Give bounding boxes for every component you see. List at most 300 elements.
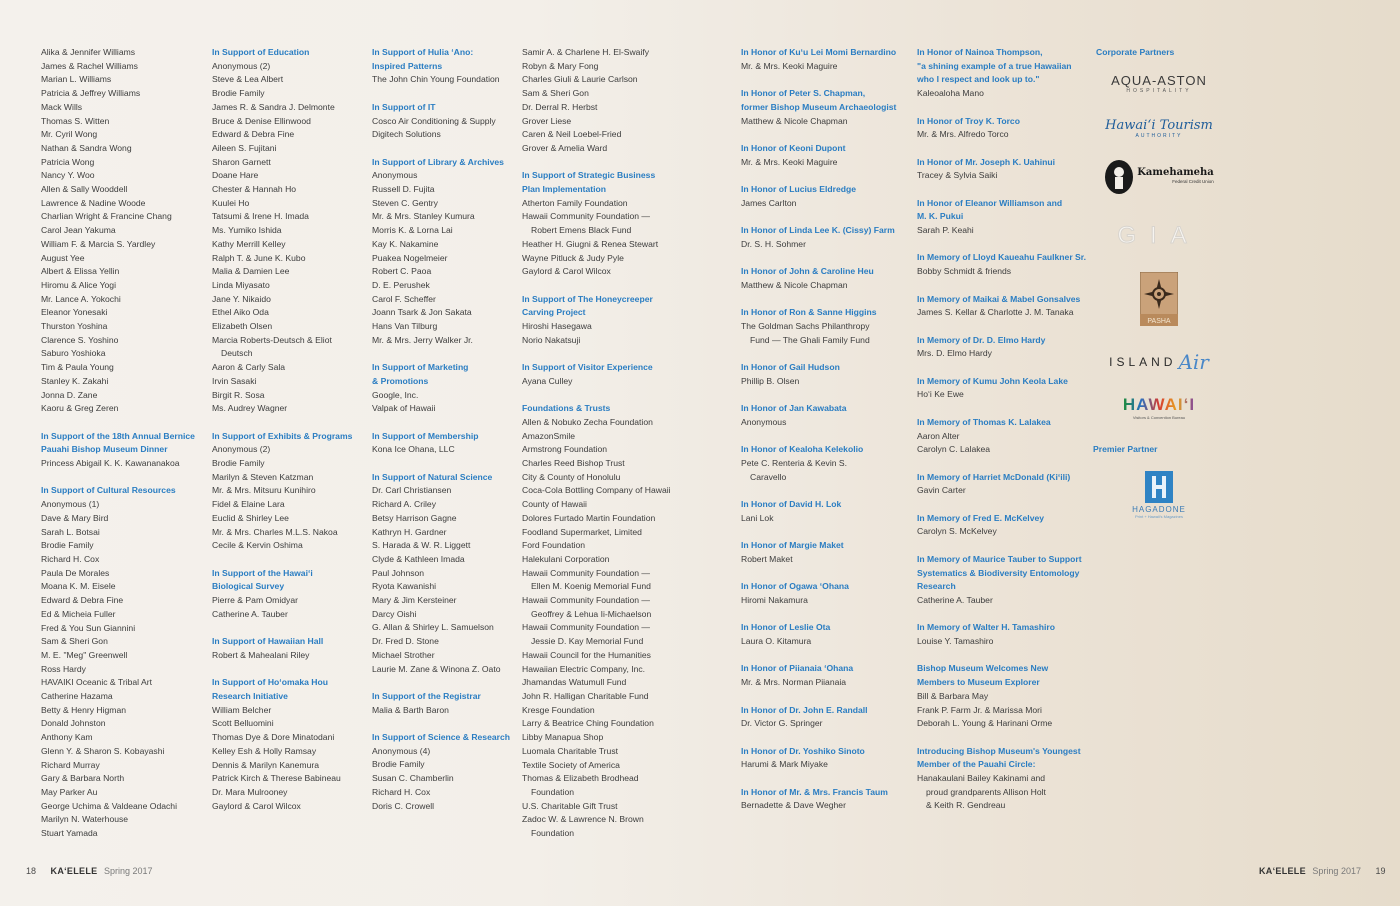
donor-name: Kresge Foundation — [522, 704, 595, 715]
donor-name: Thomas Dye & Dore Minatodani — [212, 732, 335, 743]
spacer — [212, 416, 367, 430]
donor-name: Marian L. Williams — [41, 74, 112, 85]
section-heading: In Support of The Honeycreeper — [522, 293, 653, 304]
donor-name: Linda Miyasato — [212, 279, 270, 290]
issue-label: Spring 2017 — [1312, 866, 1361, 876]
section-heading: In Honor of Peter S. Chapman, — [741, 88, 866, 99]
section-heading: Systematics & Biodiversity Entomology — [917, 567, 1080, 578]
section-heading: In Support of Library & Archives — [372, 156, 504, 167]
donor-name: Charles Reed Bishop Trust — [522, 458, 625, 469]
section-heading: former Bishop Museum Archaeologist — [741, 101, 897, 112]
donor-name: HAVAIKI Oceanic & Tribal Art — [41, 677, 152, 688]
donor-name: Hawaii Community Foundation — — [522, 595, 651, 606]
donor-name: Mr. & Mrs. Stanley Kumura — [372, 211, 475, 222]
section-heading: In Memory of Harriet McDonald (Ki‘ili) — [917, 471, 1071, 482]
donor-name: Gaylord & Carol Wilcox — [212, 800, 301, 811]
section-heading: In Memory of Thomas K. Lalakea — [917, 416, 1051, 427]
donor-name: Brodie Family — [372, 759, 425, 770]
donor-name: Albert & Elissa Yellin — [41, 266, 120, 277]
donor-name: Hans Van Tilburg — [372, 321, 438, 332]
section-heading: In Honor of Kealoha Kelekolio — [741, 444, 864, 455]
section-heading: Research Initiative — [212, 690, 288, 701]
donor-name: Alika & Jennifer Williams — [41, 47, 136, 57]
spacer — [741, 690, 913, 704]
donor-name: Pierre & Pam Omidyar — [212, 595, 298, 606]
section-heading: Inspired Patterns — [372, 60, 443, 71]
section-heading: In Honor of Margie Maket — [741, 540, 844, 551]
hawaii-vcb-logo: HAWAI‘I Visitors & Convention Bureau — [1122, 394, 1196, 420]
donor-name: Robyn & Mary Fong — [522, 60, 599, 71]
section-heading: In Support of the Registrar — [372, 690, 481, 701]
spacer — [372, 676, 517, 690]
donor-name: Hanakaulani Bailey Kakinami and — [917, 773, 1046, 784]
spacer — [741, 525, 913, 539]
donor-name: Tracey & Sylvia Saiki — [917, 170, 998, 181]
page-number: 19 — [1375, 866, 1386, 876]
section-heading: In Support of Visitor Experience — [522, 362, 653, 373]
donor-name: Deutsch — [221, 348, 253, 359]
donor-name: Tatsumi & Irene H. Imada — [212, 211, 309, 222]
spacer — [741, 608, 913, 622]
spacer — [741, 73, 913, 87]
section-heading: Foundations & Trusts — [522, 403, 611, 414]
spacer — [522, 389, 737, 403]
section-heading: In Honor of Nainoa Thompson, — [917, 47, 1043, 57]
donor-name: Doane Hare — [212, 170, 259, 181]
donor-name: Jonna D. Zane — [41, 389, 98, 400]
donor-name: Lani Lok — [741, 512, 774, 523]
donor-name: Paula De Morales — [41, 567, 110, 578]
magazine-title: KA‘ELELE — [50, 866, 98, 876]
donor-name: AmazonSmile — [522, 430, 576, 441]
donor-name: Geoffrey & Lehua Ii-Michaelson — [531, 608, 652, 619]
section-heading: In Honor of Piianaia ‘Ohana — [741, 663, 854, 674]
donor-name: Hiromu & Alice Yogi — [41, 279, 116, 290]
donor-name: Kelley Esh & Holly Ramsay — [212, 745, 317, 756]
donor-name: Mrs. D. Elmo Hardy — [917, 348, 992, 359]
donor-name: Carolyn C. Lalakea — [917, 444, 991, 455]
hawaii-tourism-logo: Hawai‘i Tourism AUTHORITY — [1105, 117, 1213, 139]
donor-name: Hiroshi Hasegawa — [522, 321, 592, 332]
donor-name: Lawrence & Nadine Woode — [41, 197, 146, 208]
section-heading: In Memory of Fred E. McKelvey — [917, 512, 1045, 523]
donor-name: Jhamandas Watumull Fund — [522, 677, 627, 688]
donor-name: Ed & Micheia Fuller — [41, 608, 116, 619]
section-heading: In Honor of Linda Lee K. (Cissy) Farm — [741, 225, 895, 236]
donor-name: Carol F. Scheffer — [372, 293, 436, 304]
aqua-aston-logo: AQUA-ASTON HOSPITALITY — [1111, 72, 1207, 94]
section-heading: In Support of Hawaiian Hall — [212, 636, 324, 647]
donor-name: Anonymous (2) — [212, 444, 271, 455]
donor-name: Foundation — [531, 786, 575, 797]
donor-name: Robert C. Paoa — [372, 266, 432, 277]
page-number: 18 — [26, 866, 37, 876]
section-heading: M. K. Pukui — [917, 211, 964, 222]
section-heading: In Support of Education — [212, 47, 310, 57]
spacer — [741, 293, 913, 307]
spacer — [741, 731, 913, 745]
donor-name: Thomas S. Witten — [41, 115, 110, 126]
donor-name: William F. & Marcia S. Yardley — [41, 238, 156, 249]
donor-name: Catherine Hazama — [41, 691, 113, 702]
pasha-compass-icon — [1140, 272, 1178, 326]
donor-name: Russell D. Fujita — [372, 184, 435, 194]
donor-name: Scott Belluomini — [212, 718, 274, 729]
spacer — [741, 347, 913, 361]
donor-column-4 — [522, 46, 737, 841]
donor-name: Ryota Kawanishi — [372, 581, 437, 592]
donor-name: Carol Jean Yakuma — [41, 225, 116, 236]
donor-name: Bernadette & Dave Wegher — [741, 800, 846, 811]
spacer — [741, 388, 913, 402]
section-heading: In Support of Marketing — [372, 362, 469, 373]
donor-name: Brodie Family — [212, 88, 265, 99]
donor-name: Darcy Oishi — [372, 608, 417, 619]
spacer — [741, 430, 913, 444]
donor-name: Ford Foundation — [522, 540, 586, 551]
section-heading: In Honor of Mr. Joseph K. Uahinui — [917, 156, 1055, 167]
donor-name: Dr. Carl Christiansen — [372, 485, 452, 496]
donor-name: Larry & Beatrice Ching Foundation — [522, 718, 654, 729]
donor-name: May Parker Au — [41, 786, 98, 797]
section-heading: In Support of Strategic Business — [522, 170, 656, 181]
donor-name: Valpak of Hawaii — [372, 403, 436, 414]
donor-name: Marcia Roberts-Deutsch & Eliot — [212, 334, 332, 345]
spacer — [741, 251, 913, 265]
donor-name: Dr. Mara Mulrooney — [212, 786, 288, 797]
issue-label: Spring 2017 — [103, 866, 153, 876]
spacer — [917, 101, 1092, 115]
donor-name: Mr. & Mrs. Alfredo Torco — [917, 129, 1009, 140]
donor-name: Sam & Sheri Gon — [41, 636, 108, 647]
donor-name: Gary & Barbara North — [41, 773, 125, 784]
donor-name: S. Harada & W. R. Liggett — [372, 540, 471, 551]
donor-name: Malia & Damien Lee — [212, 266, 290, 277]
donor-name: Betsy Harrison Gagne — [372, 512, 457, 523]
donor-name: Steven C. Gentry — [372, 197, 438, 208]
donor-name: Anonymous — [372, 170, 418, 181]
donor-name: Brodie Family — [212, 458, 265, 469]
spacer — [917, 457, 1092, 471]
spacer — [917, 649, 1092, 663]
donor-name: Coca-Cola Bottling Company of Hawaii — [522, 485, 671, 496]
donor-name: Patricia Wong — [41, 156, 95, 167]
donor-name: Hawaiian Electric Company, Inc. — [522, 663, 646, 674]
spacer — [917, 320, 1092, 334]
donor-name: William Belcher — [212, 704, 272, 715]
donor-name: Armstrong Foundation — [522, 444, 608, 455]
section-heading: In Honor of David H. Lok — [741, 499, 842, 510]
donor-name: & Keith R. Gendreau — [926, 800, 1006, 811]
donor-name: Dolores Furtado Martin Foundation — [522, 512, 656, 523]
donor-name: John R. Halligan Charitable Fund — [522, 690, 649, 701]
spacer — [917, 142, 1092, 156]
donor-column-3 — [372, 46, 517, 813]
donor-name: Sarah L. Botsai — [41, 526, 100, 537]
section-heading: In Honor of Gail Hudson — [741, 362, 840, 373]
donor-name: Aaron Alter — [917, 430, 960, 441]
spacer — [917, 731, 1092, 745]
donor-name: Ralph T. & June K. Kubo — [212, 252, 306, 263]
donor-name: County of Hawaii — [522, 499, 587, 510]
section-heading: In Support of the Hawai‘i — [212, 567, 313, 578]
donor-name: Heather H. Giugni & Renea Stewart — [522, 238, 659, 249]
donor-name: Kathryn H. Gardner — [372, 526, 447, 537]
donor-name: August Yee — [41, 252, 85, 263]
donor-name: Saburo Yoshioka — [41, 348, 106, 359]
donor-name: Allen & Nobuko Zecha Foundation — [522, 416, 653, 427]
donor-name: Mr. & Mrs. Keoki Maguire — [741, 60, 838, 71]
island-air-logo: ISLAND Air — [1109, 350, 1209, 374]
donor-name: Princess Abigail K. K. Kawananakoa — [41, 458, 180, 469]
spacer — [741, 567, 913, 581]
donor-name: Kona Ice Ohana, LLC — [372, 444, 455, 455]
donor-name: Foundation — [531, 828, 575, 839]
section-heading: In Honor of Dr. Yoshiko Sinoto — [741, 745, 865, 756]
donor-name: Mr. & Mrs. Jerry Walker Jr. — [372, 334, 473, 345]
donor-name: Birgit R. Sosa — [212, 389, 265, 400]
donor-column-6 — [917, 46, 1092, 813]
section-heading: In Support of Cultural Resources — [41, 485, 176, 496]
donor-name: Fred & You Sun Giannini — [41, 622, 136, 633]
donor-name: Google, Inc. — [372, 389, 419, 400]
donor-name: Kaleoaloha Mano — [917, 88, 984, 99]
donor-name: Ross Hardy — [41, 663, 86, 674]
donor-name: James S. Kellar & Charlotte J. M. Tanaka — [917, 307, 1074, 318]
donor-name: Samir A. & Charlene H. El-Swaify — [522, 47, 650, 57]
donor-name: Carolyn S. McKelvey — [917, 526, 997, 537]
donor-name: Pete C. Renteria & Kevin S. — [741, 457, 848, 468]
donor-name: Sam & Sheri Gon — [522, 88, 589, 99]
donor-name: Caravello — [750, 471, 787, 482]
donor-name: Textile Society of America — [522, 759, 620, 770]
donor-name: Dr. Derral R. Herbst — [522, 101, 598, 112]
donor-name: Jessie D. Kay Memorial Fund — [531, 636, 644, 647]
section-heading: In Memory of Maikai & Mabel Gonsalves — [917, 293, 1081, 304]
section-heading: In Memory of Walter H. Tamashiro — [917, 622, 1055, 633]
donor-name: Harumi & Mark Miyake — [741, 759, 828, 770]
donor-name: Thomas & Elizabeth Brodhead — [522, 773, 639, 784]
section-heading: In Memory of Lloyd Kaueahu Faulkner Sr. — [917, 252, 1087, 263]
spacer — [372, 142, 517, 156]
spacer — [917, 238, 1092, 252]
donor-name: Patrick Kirch & Therese Babineau — [212, 773, 341, 784]
section-heading: Members to Museum Explorer — [917, 677, 1040, 688]
donor-name: Dr. Fred D. Stone — [372, 636, 439, 647]
donor-name: Hawaii Community Foundation — — [522, 211, 651, 222]
corporate-partners-heading: Corporate Partners — [1096, 47, 1175, 57]
spacer — [522, 279, 737, 293]
donor-name: Matthew & Nicole Chapman — [741, 115, 848, 126]
pasha-logo — [1100, 272, 1218, 326]
donor-name: Edward & Debra Fine — [212, 129, 295, 140]
section-heading: In Honor of Keoni Dupont — [741, 142, 846, 153]
donor-name: Dave & Mary Bird — [41, 512, 109, 523]
donor-name: Louise Y. Tamashiro — [917, 636, 994, 647]
spacer — [522, 347, 737, 361]
donor-name: Cosco Air Conditioning & Supply — [372, 115, 496, 126]
donor-name: Kuulei Ho — [212, 197, 250, 208]
spacer — [372, 457, 517, 471]
spacer — [41, 416, 206, 430]
donor-name: Robert Maket — [741, 553, 793, 564]
donor-name: Gaylord & Carol Wilcox — [522, 266, 611, 277]
donor-name: Anonymous (1) — [41, 499, 100, 510]
spacer — [741, 772, 913, 786]
donor-name: G. Allan & Shirley L. Samuelson — [372, 622, 494, 633]
donor-name: Betty & Henry Higman — [41, 704, 127, 715]
donor-name: City & County of Honolulu — [522, 471, 621, 482]
donor-name: Mack Wills — [41, 101, 83, 112]
magazine-title: KA‘ELELE — [1259, 866, 1306, 876]
donor-name: Digitech Solutions — [372, 129, 441, 140]
donor-name: Gavin Carter — [917, 485, 966, 496]
donor-name: Ho‘i Ke Ewe — [917, 389, 964, 400]
donor-name: Laura O. Kitamura — [741, 636, 812, 647]
donor-name: Brodie Family — [41, 540, 94, 551]
donor-name: Phillip B. Olsen — [741, 375, 800, 386]
section-heading: Member of the Pauahi Circle: — [917, 759, 1036, 770]
spacer — [741, 484, 913, 498]
hagadone-h-icon — [1145, 471, 1173, 503]
spacer — [372, 416, 517, 430]
spacer — [372, 347, 517, 361]
donor-name: Richard H. Cox — [41, 553, 100, 564]
section-heading: In Support of Exhibits & Programs — [212, 430, 353, 441]
donor-name: Laurie M. Zane & Winona Z. Oato — [372, 663, 501, 674]
donor-name: Aaron & Carly Sala — [212, 362, 286, 373]
donor-name: Wayne Pitluck & Judy Pyle — [522, 252, 624, 263]
donor-name: Dr. S. H. Sohmer — [741, 238, 806, 249]
spacer — [212, 553, 367, 567]
donor-name: Cecile & Kervin Oshima — [212, 540, 303, 551]
donor-name: Grover & Amelia Ward — [522, 142, 608, 153]
donor-name: Ellen M. Koenig Memorial Fund — [531, 581, 651, 592]
donor-name: Dennis & Marilyn Kanemura — [212, 759, 319, 770]
donor-name: Malia & Barth Baron — [372, 704, 449, 715]
donor-name: Anonymous — [741, 416, 787, 427]
donor-name: Irvin Sasaki — [212, 375, 257, 386]
right-folio — [1259, 866, 1386, 876]
donor-name: Atherton Family Foundation — [522, 197, 628, 208]
section-heading: In Honor of Mr. & Mrs. Francis Taum — [741, 786, 888, 797]
spacer — [917, 402, 1092, 416]
donor-name: Mr. & Mrs. Mitsuru Kunihiro — [212, 485, 316, 496]
spacer — [741, 128, 913, 142]
section-heading: In Support of IT — [372, 101, 436, 112]
donor-name: Bruce & Denise Ellinwood — [212, 115, 311, 126]
donor-name: Hawaii Community Foundation — — [522, 567, 651, 578]
section-heading: In Honor of Leslie Ota — [741, 622, 831, 633]
donor-name: Michael Strother — [372, 649, 435, 660]
donor-name: Anonymous (4) — [372, 745, 431, 756]
donor-name: Foodland Supermarket, Limited — [522, 526, 642, 537]
spacer — [212, 663, 367, 677]
section-heading: In Honor of John & Caroline Heu — [741, 266, 874, 277]
donor-name: Paul Johnson — [372, 567, 425, 578]
hagadone-logo: HAGADONE Print + Hawaii's Magazines — [1100, 468, 1218, 522]
donor-column-1 — [41, 46, 206, 841]
donor-name: Moana K. M. Eisele — [41, 581, 116, 592]
premier-partner-heading: Premier Partner — [1093, 444, 1158, 454]
donor-name: Deborah L. Young & Harinani Orme — [917, 718, 1053, 729]
donor-name: Tim & Paula Young — [41, 362, 114, 373]
section-heading: Biological Survey — [212, 581, 285, 592]
donor-name: Ethel Aiko Oda — [212, 307, 269, 318]
donor-name: James & Rachel Williams — [41, 60, 138, 71]
spacer — [741, 210, 913, 224]
spacer — [372, 87, 517, 101]
donor-name: Elizabeth Olsen — [212, 321, 273, 332]
donor-name: Sarah P. Keahi — [917, 225, 974, 236]
donor-name: Mr. & Mrs. Charles M.L.S. Nakoa — [212, 526, 338, 537]
spacer — [741, 169, 913, 183]
donor-name: The John Chin Young Foundation — [372, 74, 500, 85]
section-heading: In Memory of Kumu John Keola Lake — [917, 375, 1068, 386]
section-heading: In Honor of Eleanor Williamson and — [917, 197, 1063, 208]
donor-name: Charlian Wright & Francine Chang — [41, 211, 172, 222]
donor-name: Allen & Sally Wooddell — [41, 184, 128, 195]
donor-name: Kaoru & Greg Zeren — [41, 403, 119, 414]
donor-name: Anonymous (2) — [212, 60, 271, 71]
donor-name: Matthew & Nicole Chapman — [741, 279, 848, 290]
section-heading: In Honor of Jan Kawabata — [741, 403, 847, 414]
donor-name: Donald Johnston — [41, 718, 106, 729]
donor-name: Caren & Neil Loebel-Fried — [522, 129, 622, 140]
donor-name: Mr. Cyril Wong — [41, 129, 98, 140]
left-folio — [26, 866, 153, 876]
section-heading: In Support of Ho‘omaka Hou — [212, 677, 329, 688]
spacer — [917, 183, 1092, 197]
donor-name: U.S. Charitable Gift Trust — [522, 800, 618, 811]
section-heading: In Support of the 18th Annual Bernice — [41, 430, 195, 441]
gia-logo: GIA — [1117, 222, 1201, 249]
donor-name: Aileen S. Fujitani — [212, 142, 277, 153]
donor-name: Luomala Charitable Trust — [522, 745, 619, 756]
donor-name: Clyde & Kathleen Imada — [372, 553, 465, 564]
donor-name: Grover Liese — [522, 115, 572, 126]
donor-name: Richard Murray — [41, 759, 100, 770]
donor-name: Glenn Y. & Sharon S. Kobayashi — [41, 745, 165, 756]
section-heading: In Support of Hulia ‘Ano: — [372, 47, 474, 57]
donor-name: Bill & Barbara May — [917, 690, 989, 701]
section-heading: Bishop Museum Welcomes New — [917, 663, 1049, 674]
section-heading: In Honor of Ron & Sanne Higgins — [741, 307, 877, 318]
section-heading: In Honor of Troy K. Torco — [917, 115, 1020, 126]
spacer — [41, 471, 206, 485]
donor-name: Stanley K. Zakahi — [41, 375, 109, 386]
donor-name: Catherine A. Tauber — [212, 608, 288, 619]
spacer — [917, 539, 1092, 553]
donor-name: Chester & Hannah Ho — [212, 184, 297, 195]
donor-name: Susan C. Chamberlin — [372, 773, 454, 784]
spacer — [522, 156, 737, 170]
section-heading: In Honor of Ku‘u Lei Momi Bernardino — [741, 47, 897, 57]
donor-name: Bobby Schmidt & friends — [917, 266, 1012, 277]
donor-name: Robert Emens Black Fund — [531, 225, 632, 236]
donor-name: Fund — The Ghali Family Fund — [750, 334, 870, 345]
donor-name: Hawaii Council for the Humanities — [522, 649, 651, 660]
donor-column-5 — [741, 46, 913, 813]
donor-name: Sharon Garnett — [212, 156, 271, 167]
donor-name: Morris K. & Lorna Lai — [372, 225, 453, 236]
donor-name: Ayana Culley — [522, 375, 573, 386]
donor-name: George Uchima & Valdeane Odachi — [41, 800, 177, 811]
donor-name: Halekulani Corporation — [522, 553, 610, 564]
donor-name: Mr. Lance A. Yokochi — [41, 293, 121, 304]
section-heading: In Honor of Lucius Eldredge — [741, 183, 857, 194]
donor-name: James Carlton — [741, 197, 797, 208]
